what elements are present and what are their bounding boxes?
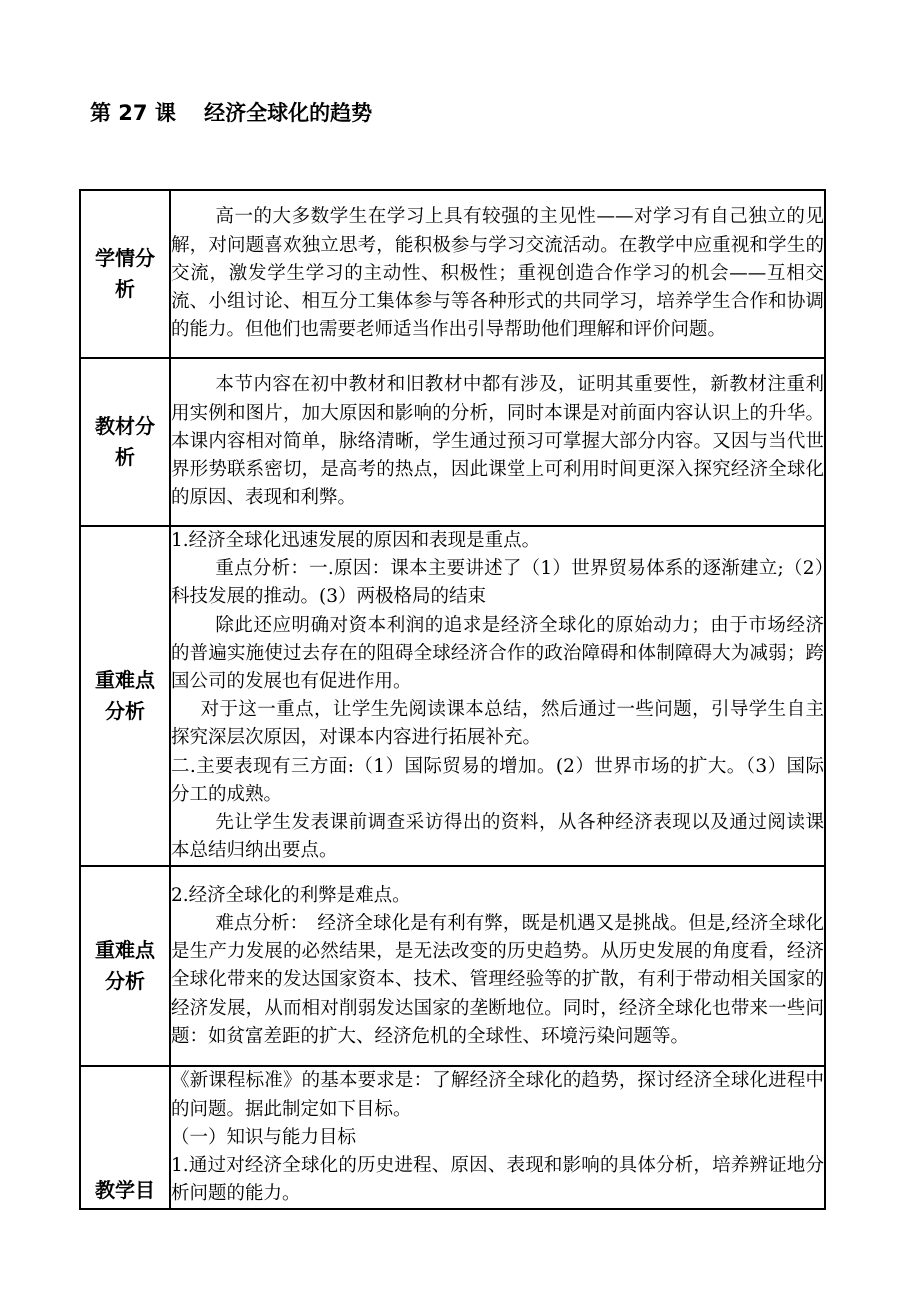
paragraph: 难点分析： 经济全球化是有利有弊，既是机遇又是挑战。但是,经济全球化是生产力发展的必然结果，是无法改变的历史趋势。从历史发展的角度看，经济全球化带来的发达国家资本、技术、管理经验等的扩散，有利于带动相关国家的经济发展，从而相对削弱发达国家的垄断地位。同时，经济全球化也带来一些问题：如贫富差距的扩大、经济危机的全球性、环境污染问题等。 bbox=[171, 913, 824, 1047]
paragraph: 对于这一重点，让学生先阅读课本总结，然后通过一些问题，引导学生自主探究深层次原因，对课本内容进行拓展补充。 bbox=[171, 699, 824, 749]
label-line: 分析 bbox=[105, 969, 145, 994]
label-line: 析 bbox=[115, 445, 135, 469]
row-label-key-points bbox=[80, 526, 170, 866]
label-line: 析 bbox=[115, 277, 135, 301]
paragraph: 本节内容在初中教材和旧教材中都有涉及，证明其重要性，新教材注重利用实例和图片，加大原因和影响的分析，同时本课是对前面内容认识上的升华。本课内容相对简单，脉络清晰，学生通过预习可掌握大部分内容。又因与当代世界形势联系密切，是高考的热点，因此课堂上可利用时间更深入探究经济全球化的原因、表现和利弊。 bbox=[171, 374, 824, 509]
table-row-textbook-analysis bbox=[80, 358, 825, 526]
label-line: 教材分 bbox=[95, 414, 155, 438]
label-line: 重难点 bbox=[95, 668, 155, 693]
row-label-difficult-points bbox=[80, 866, 170, 1066]
row-content-textbook-analysis bbox=[170, 358, 825, 526]
row-label-textbook-analysis bbox=[80, 358, 170, 526]
paragraph: 1.经济全球化迅速发展的原因和表现是重点。 bbox=[171, 530, 541, 551]
table-row-difficult-points bbox=[80, 866, 825, 1066]
label-line: 学情分 bbox=[95, 246, 155, 270]
paragraph: 二.主要表现有三方面:（1）国际贸易的增加。(2）世界市场的扩大。（3）国际分工的成熟。 bbox=[171, 755, 824, 805]
paragraph: 2.经济全球化的利弊是难点。 bbox=[171, 884, 411, 906]
label-line: 分析 bbox=[105, 699, 145, 724]
paragraph: （一）知识与能力目标 bbox=[171, 1126, 357, 1148]
paragraph: 高一的大多数学生在学习上具有较强的主见性——对学习有自己独立的见解，对问题喜欢独立思考，能积极参与学习交流活动。在教学中应重视和学生的交流，激发学生学习的主动性、积极性；重视创造合作学习的机会——互相交流、小组讨论、相互分工集体参与等各种形式的共同学习，培养学生合作和协调的能力。但他们也需要老师适当作出引导帮助他们理解和评价问题。 bbox=[171, 206, 824, 341]
table-row-key-points bbox=[80, 526, 825, 866]
row-content-student-analysis bbox=[170, 190, 825, 358]
row-content-key-points bbox=[170, 526, 825, 866]
lesson-plan-table bbox=[79, 189, 826, 1210]
row-label-teaching-goals: 教学目 bbox=[80, 1066, 170, 1209]
paragraph: 重点分析：一.原因：课本主要讲述了（1）世界贸易体系的逐渐建立;（2）科技发展的推动。(3）两极格局的结束 bbox=[171, 558, 824, 608]
row-label-student-analysis bbox=[80, 190, 170, 358]
page-title: 第 27 课 经济全球化的趋势 bbox=[90, 101, 373, 125]
row-content-teaching-goals bbox=[170, 1066, 825, 1209]
paragraph: 除此还应明确对资本利润的追求是经济全球化的原始动力；由于市场经济的普遍实施使过去存在的阻碍全球经济合作的政治障碍和体制障碍大为减弱；跨国公司的发展也有促进作用。 bbox=[171, 614, 824, 693]
table-row-student-analysis bbox=[80, 190, 825, 358]
paragraph: 先让学生发表课前调查采访得出的资料，从各种经济表现以及通过阅读课本总结归纳出要点。 bbox=[171, 812, 824, 862]
paragraph: 《新课程标准》的基本要求是：了解经济全球化的趋势，探讨经济全球化进程中的问题。据此制定如下目标。 bbox=[171, 1070, 824, 1120]
label-line: 重难点 bbox=[95, 938, 155, 963]
paragraph: 1.通过对经济全球化的历史进程、原因、表现和影响的具体分析，培养辨证地分析问题的能力。 bbox=[171, 1155, 824, 1205]
row-content-difficult-points bbox=[170, 866, 825, 1066]
table-row-teaching-goals bbox=[80, 1066, 825, 1209]
